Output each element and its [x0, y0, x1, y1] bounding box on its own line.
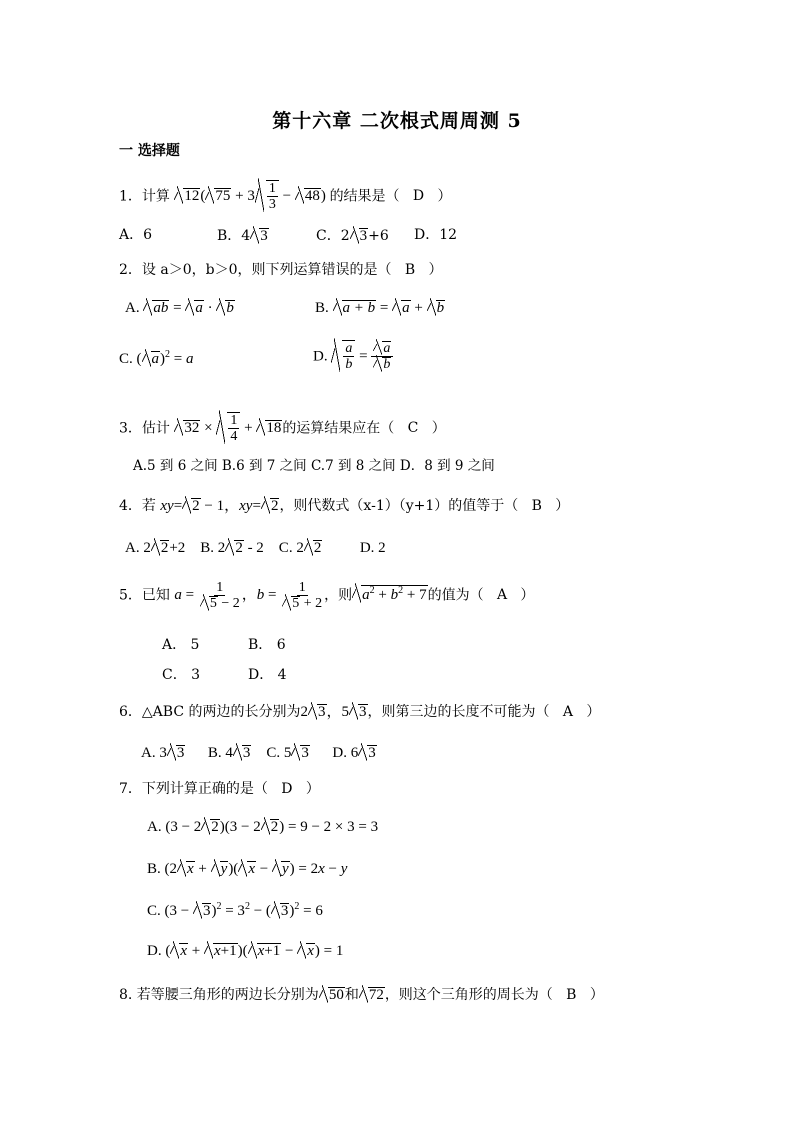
q6-options: A. 3 3 B. 4 3 C. 5 3 D. 6 3 — [141, 745, 376, 761]
question-1: 1．计算 12( 75 + 3 $\frac{1}{3}$ − 48) 的结果是（ D ） — [119, 181, 452, 213]
answer-1: D — [412, 188, 425, 205]
q5-option-a: A． 5 — [162, 637, 200, 653]
answer-2: B — [404, 262, 416, 278]
q7-option-b: B. (2 x + y)( x − y) = 2x − y — [147, 861, 348, 877]
answer-6: A — [562, 704, 573, 720]
question-3: 3．估计 32 × $\frac{1}{4}$ + 18的运算结果应在（ C ） — [119, 413, 446, 445]
answer-7: D — [281, 781, 293, 797]
answer-4: B — [531, 498, 542, 514]
q3-options: A.5 到 6 之间 B.6 到 7 之间 C.7 到 8 之间 D．8 到 9 之间 — [133, 458, 495, 474]
page-title: 第十六章 二次根式周周测 5 — [272, 110, 522, 132]
q2-option-c: C. ( a)$^2$ = a — [119, 349, 194, 367]
answer-8: B — [566, 987, 577, 1003]
q4-options: A. 2 2+2 B. 2 2 - 2 C. 2 2 D. 2 — [125, 540, 386, 556]
q5-option-d: D． 4 — [248, 667, 287, 683]
q1-option-c: C．2 3+6 — [316, 228, 389, 244]
q2-option-a: A. ab = a · b — [125, 300, 234, 316]
q1-option-b: B．4 3 — [217, 228, 268, 244]
q1-option-a: A．6 — [119, 227, 153, 243]
question-5: 5．已知 a = $\frac{1}{5 - 2}$ ，b = $\frac{1}{5 + 2}$ ，则 $a^2 + b^2 + 7$的值为（ A ） — [119, 580, 535, 612]
question-6: 6．△ABC 的两边的长分别为2 3，5 3，则第三边的长度不可能为（ A ） — [119, 704, 601, 720]
question-2: 2．设 a＞0，b＞0，则下列运算错误的是（ B ） — [119, 262, 443, 278]
question-4: 4．若 xy= 2 − 1，xy= 2，则代数式（x-1）（y+1）的值等于（ B ） — [119, 498, 570, 514]
answer-3: C — [407, 420, 419, 437]
q7-option-a: A. (3 − 2 2)(3 − 2 2) = 9 − 2 × 3 = 3 — [147, 819, 379, 835]
question-7: 7．下列计算正确的是（ D ） — [119, 781, 320, 797]
q7-option-d: D. ( x + x+1)( x+1 − x) = 1 — [147, 943, 344, 959]
section-heading: 一 选择题 — [119, 143, 180, 159]
answer-5: A — [496, 587, 508, 604]
q1-option-d: D．12 — [414, 227, 458, 243]
question-8: 8. 若等腰三角形的两边长分别为 50和 72，则这个三角形的周长为（ B ） — [119, 987, 604, 1003]
q5-option-c: C． 3 — [162, 667, 201, 683]
q7-option-c: C. $(3 - 3)^2 = 3^2$ − ( 3)$^2$ = 6 — [147, 901, 323, 919]
q1-expression: 12( 75 + 3 $\frac{1}{3}$ − 48) — [174, 188, 329, 204]
q5-option-b: B． 6 — [248, 637, 286, 653]
q2-option-d: D. $\frac{a}{b}$ = $\frac{a}{b}$ — [313, 340, 393, 373]
q2-option-b: B. a + b = a + b — [315, 300, 445, 316]
